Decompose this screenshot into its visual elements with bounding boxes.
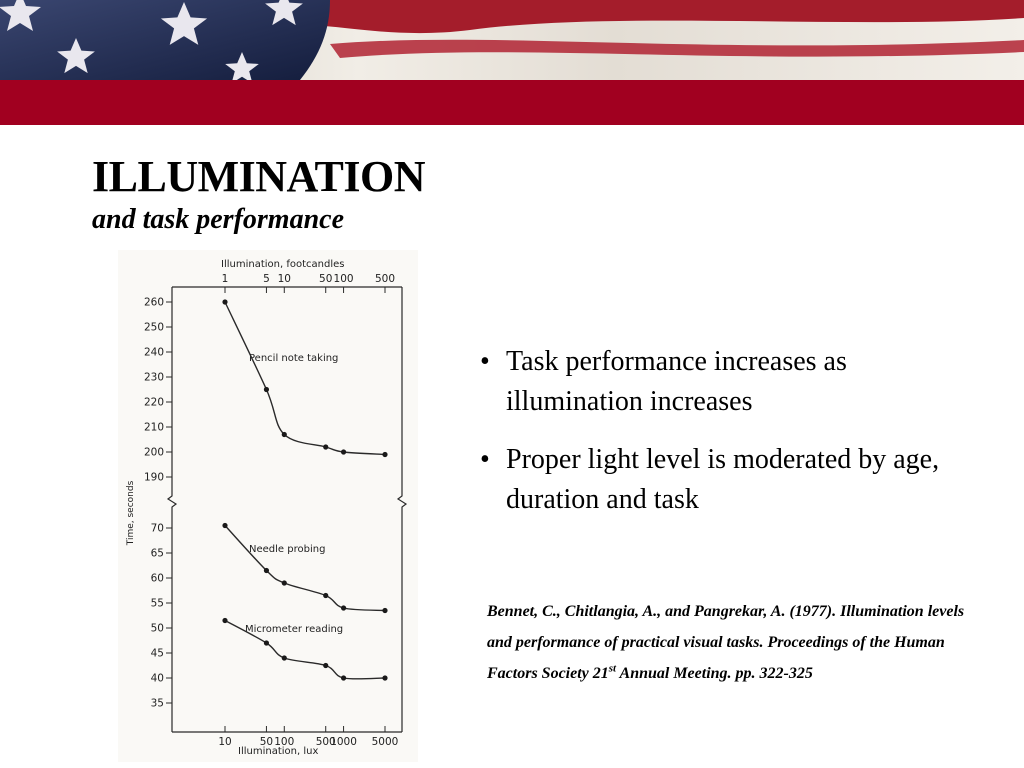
chart-svg xyxy=(118,250,418,762)
y-tick-label: 65 xyxy=(150,547,164,560)
citation-superscript: st xyxy=(608,662,617,675)
data-point-pencil xyxy=(341,449,346,454)
y-tick-label: 55 xyxy=(150,597,164,610)
chart-right-axis xyxy=(398,287,406,732)
x-axis-label: Illumination, lux xyxy=(238,746,319,757)
y-tick-label: 220 xyxy=(143,396,164,409)
x-tick-label: 500 xyxy=(315,736,336,748)
illumination-chart xyxy=(118,250,418,762)
red-header-bar xyxy=(0,80,1024,125)
data-point-needle xyxy=(382,608,387,613)
data-point-pencil xyxy=(382,452,387,457)
x-top-tick-label: 500 xyxy=(374,273,396,285)
x-top-tick-label: 1 xyxy=(221,273,229,285)
y-tick-label: 190 xyxy=(143,471,164,484)
citation-main: Bennet, C., Chitlangia, A., and Pangrekar, A. (1977). Illumination levels and performance of practical visual tasks. Proceedings of the Human Factors Society 21 xyxy=(487,603,965,682)
data-point-micrometer xyxy=(323,663,328,668)
y-axis-label: Time, seconds xyxy=(126,480,136,546)
data-point-micrometer xyxy=(341,675,346,680)
y-tick-label: 70 xyxy=(150,522,164,535)
slide-title: ILLUMINATION xyxy=(92,152,426,201)
bullet-dot-icon: • xyxy=(480,346,490,377)
x-tick-label: 1000 xyxy=(330,736,357,748)
flag-banner xyxy=(0,0,1024,80)
x-top-axis-label: Illumination, footcandles xyxy=(221,259,345,270)
slide-subtitle: and task performance xyxy=(92,204,344,235)
chart-left-axis xyxy=(168,287,176,732)
y-tick-label: 240 xyxy=(143,346,164,359)
series-label-pencil: Pencil note taking xyxy=(249,353,339,364)
x-tick-label: 50 xyxy=(259,736,274,748)
data-point-needle xyxy=(222,523,227,528)
data-point-needle xyxy=(323,593,328,598)
data-point-micrometer xyxy=(382,675,387,680)
x-top-tick-label: 5 xyxy=(263,273,270,285)
citation-tail: Annual Meeting. pp. 322-325 xyxy=(616,665,813,682)
data-point-micrometer xyxy=(282,655,287,660)
series-line-needle xyxy=(225,526,385,611)
bullet-item xyxy=(478,342,948,422)
x-top-tick-label: 100 xyxy=(333,273,354,285)
data-point-pencil xyxy=(282,432,287,437)
y-tick-label: 40 xyxy=(150,672,164,685)
y-tick-label: 210 xyxy=(143,421,164,434)
y-tick-label: 200 xyxy=(143,446,164,459)
y-tick-label: 60 xyxy=(150,572,164,585)
data-point-needle xyxy=(282,580,287,585)
y-tick-label: 230 xyxy=(143,371,164,384)
bullet-dot-icon: • xyxy=(480,444,490,475)
y-tick-label: 45 xyxy=(150,647,164,660)
citation xyxy=(487,596,967,689)
bullet-list xyxy=(478,342,948,538)
data-point-micrometer xyxy=(264,640,269,645)
data-point-pencil xyxy=(264,387,269,392)
x-tick-label: 10 xyxy=(218,736,232,748)
series-label-needle: Needle probing xyxy=(249,544,326,555)
y-tick-label: 35 xyxy=(150,697,164,710)
bullet-text: Task performance increases as illumination increases xyxy=(506,346,847,417)
x-top-tick-label: 10 xyxy=(277,273,291,285)
data-point-pencil xyxy=(323,444,328,449)
data-point-needle xyxy=(341,605,346,610)
y-tick-label: 50 xyxy=(150,622,164,635)
y-tick-label: 250 xyxy=(143,321,164,334)
x-tick-label: 100 xyxy=(274,736,295,748)
bullet-item xyxy=(478,440,948,520)
bullet-text: Proper light level is moderated by age, duration and task xyxy=(506,444,940,515)
data-point-pencil xyxy=(222,299,227,304)
series-line-pencil xyxy=(225,302,385,455)
y-tick-label: 260 xyxy=(143,296,164,309)
x-tick-label: 5000 xyxy=(371,736,399,748)
data-point-needle xyxy=(264,568,269,573)
x-top-tick-label: 50 xyxy=(319,273,333,285)
series-label-micrometer: Micrometer reading xyxy=(245,624,344,635)
data-point-micrometer xyxy=(222,618,227,623)
